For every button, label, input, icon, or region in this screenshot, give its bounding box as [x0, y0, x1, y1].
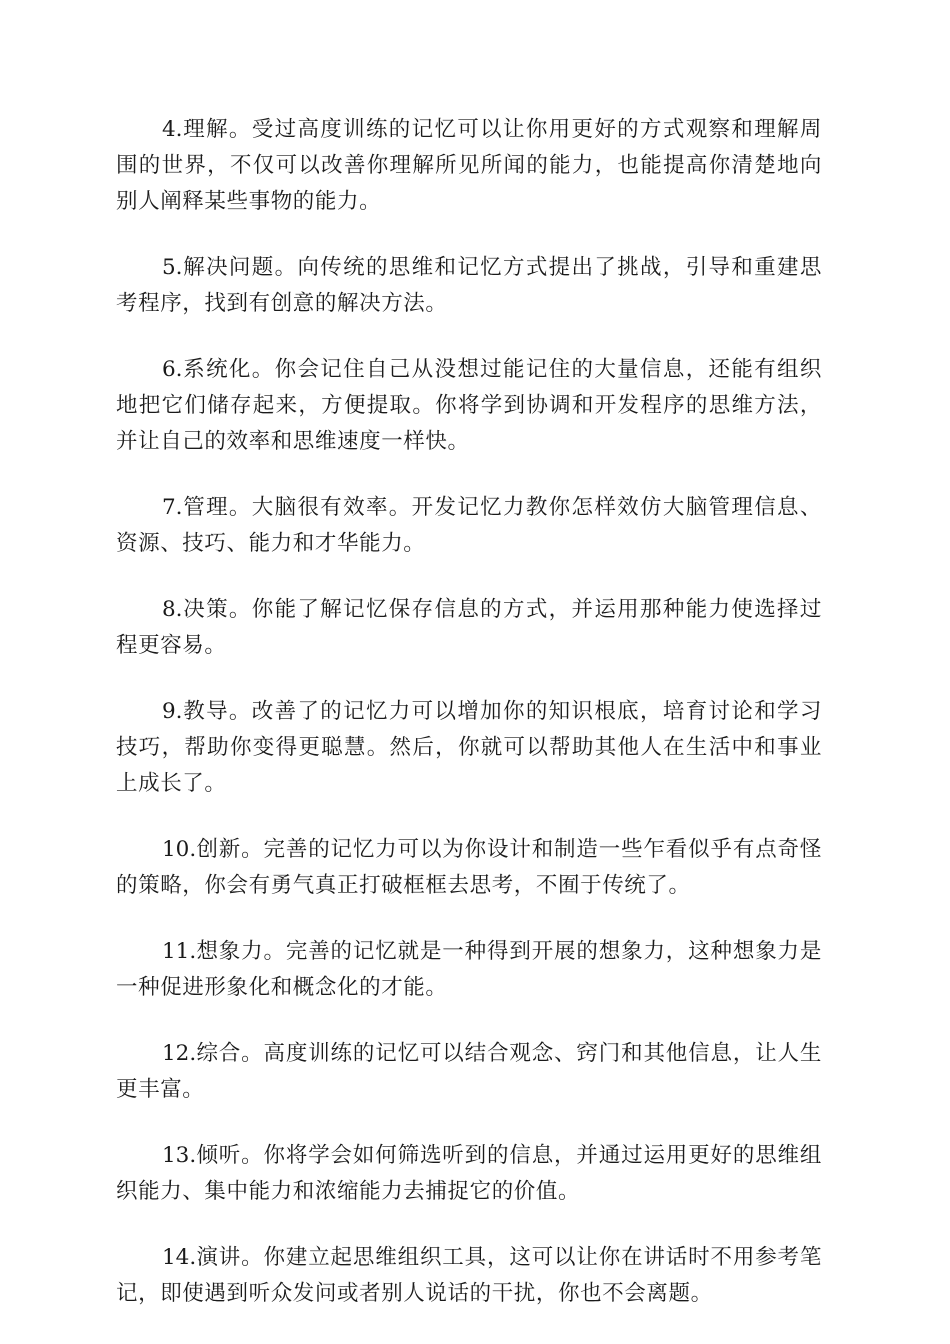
paragraph-item-9 — [116, 694, 822, 802]
paragraph-item-8 — [116, 592, 822, 664]
item-text: 想象力。完善的记忆就是一种得到开展的想象力，这种想象力是一种促进形象化和概念化的才能。 — [116, 939, 822, 1000]
item-number: 12. — [162, 1041, 197, 1066]
paragraph-item-14 — [116, 1240, 822, 1312]
item-text: 管理。大脑很有效率。开发记忆力教你怎样效仿大脑管理信息、资源、技巧、能力和才华能力。 — [116, 495, 822, 556]
item-text: 创新。完善的记忆力可以为你设计和制造一些乍看似乎有点奇怪的策略，你会有勇气真正打破框框去思考，不囿于传统了。 — [116, 837, 822, 898]
paragraph-item-11 — [116, 934, 822, 1006]
paragraph-item-7 — [116, 490, 822, 562]
item-number: 4. — [162, 117, 183, 142]
paragraph-item-10 — [116, 832, 822, 904]
item-number: 8. — [162, 597, 183, 622]
item-number: 9. — [162, 699, 183, 724]
item-text: 演讲。你建立起思维组织工具，这可以让你在讲话时不用参考笔记，即使遇到听众发问或者别人说话的干扰，你也不会离题。 — [116, 1245, 822, 1306]
item-text: 解决问题。向传统的思维和记忆方式提出了挑战，引导和重建思考程序，找到有创意的解决方法。 — [116, 255, 822, 316]
item-number: 14. — [162, 1245, 197, 1270]
item-number: 10. — [162, 837, 197, 862]
paragraph-item-5 — [116, 250, 822, 322]
item-text: 系统化。你会记住自己从没想过能记住的大量信息，还能有组织地把它们储存起来，方便提取。你将学到协调和开发程序的思维方法，并让自己的效率和思维速度一样快。 — [116, 357, 822, 454]
paragraph-item-6 — [116, 352, 822, 460]
item-number: 7. — [162, 495, 183, 520]
item-text: 倾听。你将学会如何筛选听到的信息，并通过运用更好的思维组织能力、集中能力和浓缩能力去捕捉它的价值。 — [116, 1143, 822, 1204]
item-text: 教导。改善了的记忆力可以增加你的知识根底，培育讨论和学习技巧，帮助你变得更聪慧。然后，你就可以帮助其他人在生活中和事业上成长了。 — [116, 699, 822, 796]
paragraph-item-13 — [116, 1138, 822, 1210]
item-text: 决策。你能了解记忆保存信息的方式，并运用那种能力使选择过程更容易。 — [116, 597, 822, 658]
item-number: 13. — [162, 1143, 197, 1168]
item-number: 6. — [162, 357, 183, 382]
paragraph-item-12 — [116, 1036, 822, 1108]
item-text: 理解。受过高度训练的记忆可以让你用更好的方式观察和理解周围的世界，不仅可以改善你理解所见所闻的能力，也能提高你清楚地向别人阐释某些事物的能力。 — [116, 117, 822, 214]
paragraph-item-4 — [116, 112, 822, 220]
item-text: 综合。高度训练的记忆可以结合观念、窍门和其他信息，让人生更丰富。 — [116, 1041, 822, 1102]
item-number: 11. — [162, 939, 197, 964]
item-number: 5. — [162, 255, 183, 280]
